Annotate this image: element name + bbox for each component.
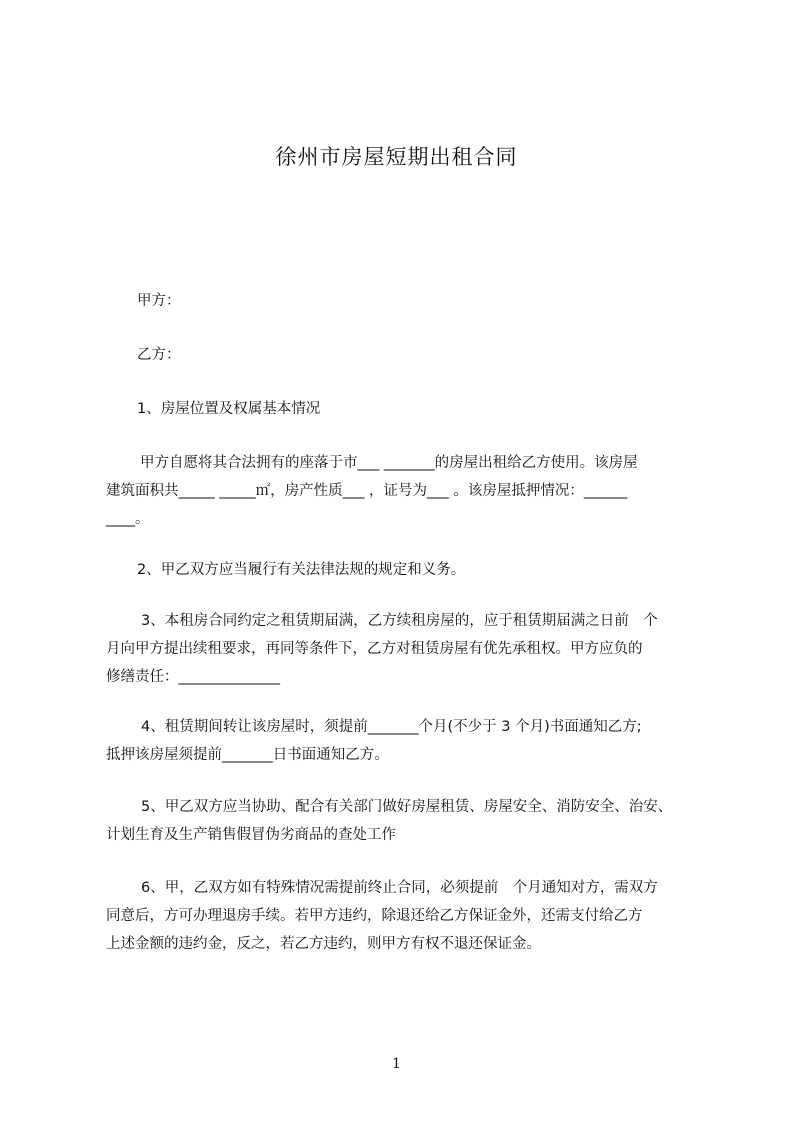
section-1-heading: 1、房屋位置及权属基本情况: [137, 401, 321, 417]
document-title: 徐州市房屋短期出租合同: [275, 145, 518, 169]
section-3-line: 月向甲方提出续租要求，再同等条件下，乙方对租赁房屋有优先承租权。甲方应负的: [106, 641, 643, 657]
section-6-line: 上述金额的违约金，反之，若乙方违约，则甲方有权不退还保证金。: [106, 936, 541, 952]
section-6-line: 6、甲，乙双方如有特殊情况需提前终止合同，必须提前 个月通知对方，需双方: [141, 880, 658, 896]
section-1-line: ____。: [106, 511, 150, 527]
section-5-line: 计划生育及生产销售假冒伪劣商品的查处工作: [106, 827, 396, 843]
section-4-line: 抵押该房屋须提前_______日书面通知乙方。: [106, 747, 389, 763]
section-6-line: 同意后，方可办理退房手续。若甲方违约，除退还给乙方保证金外，还需支付给乙方: [106, 908, 643, 924]
page-number: 1: [392, 1056, 401, 1072]
section-2-heading: 2、甲乙双方应当履行有关法律法规的规定和义务。: [137, 562, 466, 578]
section-1-line: 甲方自愿将其合法拥有的座落于市___ _______的房屋出租给乙方使用。该房屋: [140, 455, 638, 471]
section-5-line: 5、甲乙双方应当协助、配合有关部门做好房屋租赁、房屋安全、消防安全、治安、: [141, 799, 673, 815]
section-3-line: 3、本租房合同约定之租赁期届满，乙方续租房屋的，应于租赁期届满之日前 个: [141, 613, 658, 629]
section-4-line: 4、租赁期间转让该房屋时，须提前_______个月(不少于 3 个月)书面通知乙方;: [141, 719, 642, 735]
party-b-label: 乙方：: [137, 347, 181, 363]
section-1-line: 建筑面积共_____ _____㎡，房产性质___ ，证号为___ 。该房屋抵押情况：______: [106, 483, 628, 499]
party-a-label: 甲方：: [137, 293, 181, 309]
section-3-line: 修缮责任：______________: [106, 669, 280, 685]
